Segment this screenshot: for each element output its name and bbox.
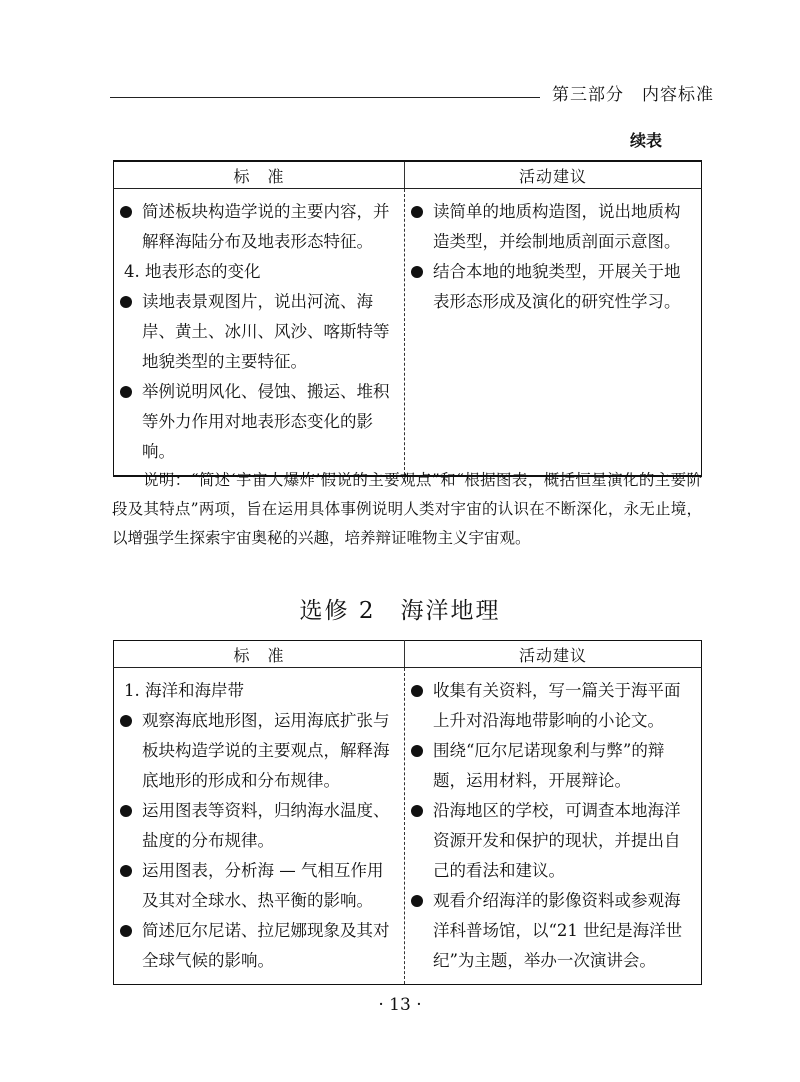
column-header-standard: 标 准	[114, 161, 405, 189]
list-item: 围绕“厄尔尼诺现象利与弊”的辩题，运用材料，开展辩论。	[411, 736, 695, 796]
list-item: 观察海底地形图，运用海底扩张与板块构造学说的主要观点，解释海底地形的形成和分布规律。	[120, 706, 398, 796]
running-header: 第三部分 内容标准	[552, 85, 714, 105]
section-title: 选修 2 海洋地理	[299, 598, 501, 624]
bullet-icon	[120, 715, 132, 727]
bullet-icon	[411, 895, 423, 907]
header-rule	[110, 97, 540, 98]
bullet-icon	[120, 925, 132, 937]
list-item: 运用图表，分析海 — 气相互作用及其对全球水、热平衡的影响。	[120, 856, 398, 916]
list-item: 举例说明风化、侵蚀、搬运、堆积等外力作用对地表形态变化的影响。	[120, 377, 398, 467]
column-header-standard: 标 准	[114, 641, 405, 668]
activities-cell	[405, 189, 702, 477]
bullet-icon	[411, 206, 423, 218]
bullet-icon	[411, 266, 423, 278]
bullet-icon	[120, 206, 132, 218]
bullet-icon	[120, 865, 132, 877]
standards-table-2	[113, 640, 702, 985]
list-item: 简述厄尔尼诺、拉尼娜现象及其对全球气候的影响。	[120, 916, 398, 976]
list-item: 收集有关资料，写一篇关于海平面上升对沿海地带影响的小论文。	[411, 676, 695, 736]
standards-cell	[114, 189, 405, 477]
list-item: 结合本地的地貌类型，开展关于地表形态形成及演化的研究性学习。	[411, 257, 695, 317]
page-number: · 13 ·	[378, 995, 422, 1015]
column-header-activities: 活动建议	[405, 641, 702, 668]
activities-cell	[405, 668, 702, 985]
bullet-icon	[120, 805, 132, 817]
bullet-icon	[411, 685, 423, 697]
column-header-activities: 活动建议	[405, 161, 702, 189]
standards-cell	[114, 668, 405, 985]
continued-label: 续表	[630, 131, 663, 150]
subsection-heading: 4. 地表形态的变化	[124, 262, 261, 281]
list-item: 观看介绍海洋的影像资料或参观海洋科普场馆，以“21 世纪是海洋世纪”为主题，举办一次演讲会。	[411, 886, 695, 976]
bullet-icon	[120, 386, 132, 398]
standards-table-1	[113, 160, 702, 477]
list-item: 运用图表等资料，归纳海水温度、盐度的分布规律。	[120, 796, 398, 856]
subsection-heading: 1. 海洋和海岸带	[124, 681, 244, 700]
bullet-icon	[411, 805, 423, 817]
list-item: 读简单的地质构造图，说出地质构造类型，并绘制地质剖面示意图。	[411, 197, 695, 257]
list-item: 读地表景观图片，说出河流、海岸、黄土、冰川、风沙、喀斯特等地貌类型的主要特征。	[120, 287, 398, 377]
bullet-icon	[120, 296, 132, 308]
explanatory-note: 说明：“简述‘宇宙大爆炸’假说的主要观点”和“根据图表，概括恒星演化的主要阶段及其特点”两项，旨在运用具体事例说明人类对宇宙的认识在不断深化，永无止境，以增强学生探索宇宙奥秘的兴趣，培养辩证唯物主义宇宙观。	[112, 471, 702, 547]
list-item: 简述板块构造学说的主要内容，并解释海陆分布及地表形态特征。	[120, 197, 398, 257]
list-item: 沿海地区的学校，可调查本地海洋资源开发和保护的现状，并提出自己的看法和建议。	[411, 796, 695, 886]
bullet-icon	[411, 745, 423, 757]
